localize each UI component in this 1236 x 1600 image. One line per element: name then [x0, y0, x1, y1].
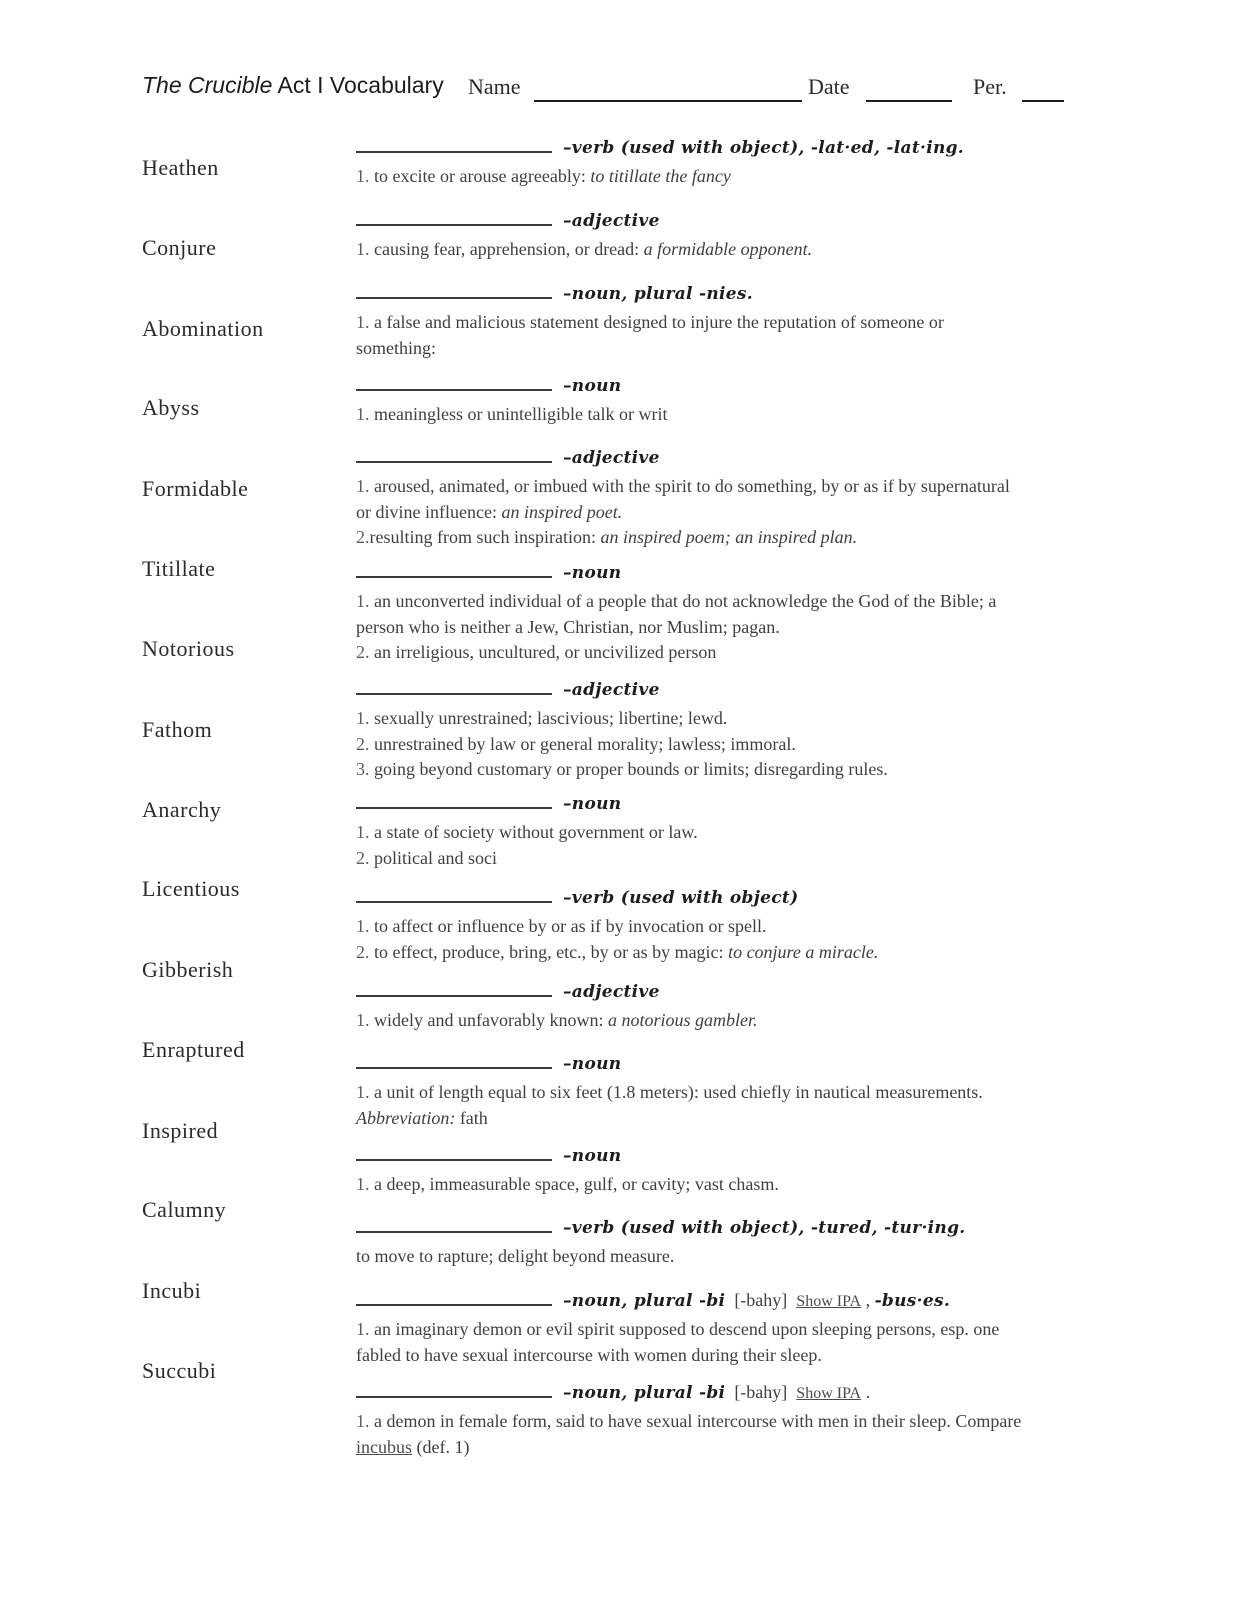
example-text: a formidable opponent. [643, 239, 813, 259]
page-title-rest: Act I Vocabulary [272, 72, 444, 98]
part-of-speech: –noun [563, 1146, 622, 1166]
link-text: Show IPA [796, 1385, 862, 1402]
part-of-speech: –verb (used with object), -lat·ed, -lat·ing. [563, 138, 965, 158]
definition-line [356, 1106, 1108, 1132]
definition-text: an irreligious, uncultured, or uncivilized person [369, 642, 717, 662]
pos-line [356, 561, 1108, 586]
definition-number: 1. [356, 476, 370, 496]
definition-line [356, 820, 1108, 846]
link-text: Show IPA [796, 1293, 862, 1310]
answer-blank [356, 209, 552, 226]
definition-line [356, 940, 1108, 966]
pos-line [356, 980, 1108, 1005]
definition-text: (def. 1) [412, 1436, 470, 1457]
part-of-speech: –noun, plural -bi [563, 1291, 726, 1311]
definition-text: to excite or arouse agreeably: [369, 166, 591, 186]
definition-text: a deep, immeasurable space, gulf, or cavity; vast chasm. [369, 1174, 779, 1194]
part-of-speech: –adjective [563, 982, 660, 1002]
pos-line [356, 374, 1108, 399]
definition-number: 1. [356, 1082, 370, 1102]
definition-line [356, 525, 1108, 551]
vocab-word: Enraptured [142, 1037, 245, 1062]
definition-line [356, 757, 1108, 783]
pos-line [356, 886, 1108, 911]
example-text: Abbreviation: [356, 1107, 456, 1128]
date-blank [866, 80, 952, 102]
part-of-speech: –adjective [563, 448, 660, 468]
definition-text: meaningless or unintelligible talk or writ [369, 404, 668, 424]
definition-entry [356, 980, 1108, 1034]
pos-line [356, 136, 1108, 161]
definition-entry [356, 886, 1108, 965]
definition-text: fabled to have sexual intercourse with women during their sleep. [356, 1344, 822, 1365]
example-text: a notorious gambler. [607, 1010, 758, 1030]
definition-number: 2. [356, 642, 370, 662]
vocab-word: Abyss [142, 395, 200, 420]
definition-number: 1. [356, 591, 370, 611]
definition-entry [356, 1052, 1108, 1131]
pos-line [356, 1144, 1108, 1169]
definition-entry [356, 209, 1108, 263]
part-of-speech: –noun [563, 1054, 622, 1074]
name-blank [534, 80, 802, 102]
definition-text: to move to rapture; delight beyond measure. [356, 1246, 675, 1266]
definition-number: 2. [356, 941, 370, 962]
example-text: to conjure a miracle. [728, 941, 879, 962]
definition-line [356, 589, 1108, 615]
pos-line [356, 1380, 1108, 1406]
definition-line [356, 402, 1108, 428]
link-text: incubus [356, 1436, 412, 1457]
pos-line [356, 1052, 1108, 1077]
definition-entry [356, 374, 1108, 428]
vocab-word: Anarchy [142, 797, 222, 822]
definition-line [356, 1172, 1108, 1198]
vocab-word: Notorious [142, 636, 235, 661]
answer-blank [356, 678, 552, 695]
part-of-speech: -bus·es. [874, 1291, 951, 1311]
part-of-speech: –noun, plural -nies. [563, 284, 753, 304]
vocab-word: Formidable [142, 476, 249, 501]
vocab-word: Inspired [142, 1118, 219, 1143]
definition-line [356, 1343, 1108, 1369]
page-title [142, 72, 444, 99]
definition-line [356, 640, 1108, 666]
part-of-speech: –noun [563, 563, 622, 583]
vocab-word: Incubi [142, 1278, 202, 1303]
per-label: Per. [973, 74, 1007, 99]
definition-line [356, 1409, 1108, 1435]
date-label: Date [808, 74, 850, 99]
part-of-speech: –noun [563, 794, 622, 814]
definition-line [356, 336, 1108, 362]
definition-text: unrestrained by law or general morality; lawless; immoral. [369, 733, 796, 754]
part-of-speech: –verb (used with object) [563, 888, 799, 908]
definition-text: widely and unfavorably known: [369, 1010, 608, 1030]
answer-blank [356, 1289, 552, 1306]
definition-text: an imaginary demon or evil spirit supposed to descend upon sleeping persons, esp. one [369, 1319, 1000, 1339]
definition-text: a unit of length equal to six feet (1.8 meters): used chiefly in nautical measurements. [369, 1082, 983, 1102]
vocab-word: Gibberish [142, 957, 234, 982]
answer-blank [356, 1144, 552, 1161]
definition-number: 1. [356, 166, 370, 186]
definition-line [356, 474, 1108, 500]
definition-line [356, 237, 1108, 263]
definition-number: 1. [356, 1010, 370, 1030]
definition-line [356, 846, 1108, 872]
definition-number: 1. [356, 916, 370, 936]
definition-number: 1. [356, 1411, 370, 1431]
example-text: an inspired poet. [501, 501, 623, 522]
page-title-italic: The Crucible [142, 72, 273, 98]
definition-entry [356, 1288, 1108, 1368]
definition-line [356, 1080, 1108, 1106]
definition-text: fath [455, 1107, 488, 1128]
definition-text: to affect or influence by or as if by invocation or spell. [369, 916, 767, 936]
pos-line [356, 1288, 1108, 1314]
per-blank [1022, 80, 1064, 102]
definition-number: 1. [356, 404, 370, 424]
answer-blank [356, 886, 552, 903]
part-of-speech: –adjective [563, 680, 660, 700]
definition-text: or divine influence: [356, 501, 502, 522]
definition-text: aroused, animated, or imbued with the spirit to do something, by or as if by supernatural [369, 476, 1010, 496]
definition-text: [-bahy] [725, 1290, 797, 1310]
definition-text: . [861, 1382, 871, 1402]
definition-entry [356, 561, 1108, 666]
definition-number: 1. [356, 822, 370, 842]
definition-entry [356, 282, 1108, 361]
definition-line [356, 914, 1108, 940]
pos-line [356, 446, 1108, 471]
answer-blank [356, 561, 552, 578]
definition-line [356, 1435, 1108, 1461]
example-text: to titillate the fancy [590, 166, 731, 186]
definition-text: going beyond customary or proper bounds or limits; disregarding rules. [369, 759, 888, 779]
answer-blank [356, 282, 552, 299]
definition-number: 3. [356, 759, 370, 779]
definition-text: something: [356, 337, 436, 358]
answer-blank [356, 1216, 552, 1233]
definition-number: 2. [356, 847, 370, 868]
definition-line [356, 1008, 1108, 1034]
pos-line [356, 209, 1108, 234]
vocab-word: Heathen [142, 155, 219, 180]
vocab-word: Succubi [142, 1358, 217, 1383]
definition-entry [356, 1216, 1108, 1270]
definition-text: causing fear, apprehension, or dread: [369, 239, 644, 259]
definition-entry [356, 136, 1108, 190]
answer-blank [356, 1381, 552, 1398]
vocab-word: Abomination [142, 316, 264, 341]
definition-text: an unconverted individual of a people that do not acknowledge the God of the Bible; a [369, 591, 997, 611]
definition-line [356, 615, 1108, 641]
vocab-word: Titillate [142, 556, 216, 581]
definition-number: 1. [356, 1174, 370, 1194]
definition-number: 2. [356, 733, 370, 754]
definition-line [356, 1244, 1108, 1270]
vocab-word: Licentious [142, 876, 240, 901]
definition-text: person who is neither a Jew, Christian, nor Muslim; pagan. [356, 616, 780, 637]
answer-blank [356, 136, 552, 153]
example-text: an inspired poem; an inspired plan. [600, 527, 858, 547]
definition-number: 1. [356, 312, 370, 332]
vocab-word: Fathom [142, 717, 213, 742]
definition-line [356, 500, 1108, 526]
answer-blank [356, 980, 552, 997]
definition-text: sexually unrestrained; lascivious; libertine; lewd. [369, 708, 728, 728]
answer-blank [356, 374, 552, 391]
definition-line [356, 310, 1108, 336]
definition-entry [356, 1380, 1108, 1460]
pos-line [356, 282, 1108, 307]
definition-text: a demon in female form, said to have sexual intercourse with men in their sleep. Compare [369, 1411, 1022, 1431]
definition-text: to effect, produce, bring, etc., by or as by magic: [369, 941, 729, 962]
definition-number: 1. [356, 1319, 370, 1339]
definition-number: 2. [356, 527, 370, 547]
definition-line [356, 1317, 1108, 1343]
part-of-speech: –noun, plural -bi [563, 1383, 726, 1403]
definition-number: 1. [356, 708, 370, 728]
definition-text: political and soci [369, 847, 497, 868]
definition-entry [356, 1144, 1108, 1198]
definition-entry [356, 792, 1108, 871]
part-of-speech: –verb (used with object), -tured, -tur·ing. [563, 1218, 966, 1238]
definition-text: a false and malicious statement designed to injure the reputation of someone or [369, 312, 944, 332]
part-of-speech: –noun [563, 376, 622, 396]
definition-text: , [861, 1290, 875, 1310]
answer-blank [356, 446, 552, 463]
definition-entry [356, 678, 1108, 783]
part-of-speech: –adjective [563, 211, 660, 231]
definition-number: 1. [356, 239, 370, 259]
definition-entry [356, 446, 1108, 551]
vocab-word: Conjure [142, 235, 217, 260]
definition-line [356, 732, 1108, 758]
definition-line [356, 706, 1108, 732]
name-label: Name [468, 74, 521, 99]
vocab-word: Calumny [142, 1197, 227, 1222]
definition-line [356, 164, 1108, 190]
pos-line [356, 1216, 1108, 1241]
pos-line [356, 792, 1108, 817]
definition-text: a state of society without government or law. [369, 822, 698, 842]
answer-blank [356, 1052, 552, 1069]
answer-blank [356, 792, 552, 809]
pos-line [356, 678, 1108, 703]
definition-text: [-bahy] [725, 1382, 797, 1402]
definition-text: resulting from such inspiration: [369, 527, 601, 547]
